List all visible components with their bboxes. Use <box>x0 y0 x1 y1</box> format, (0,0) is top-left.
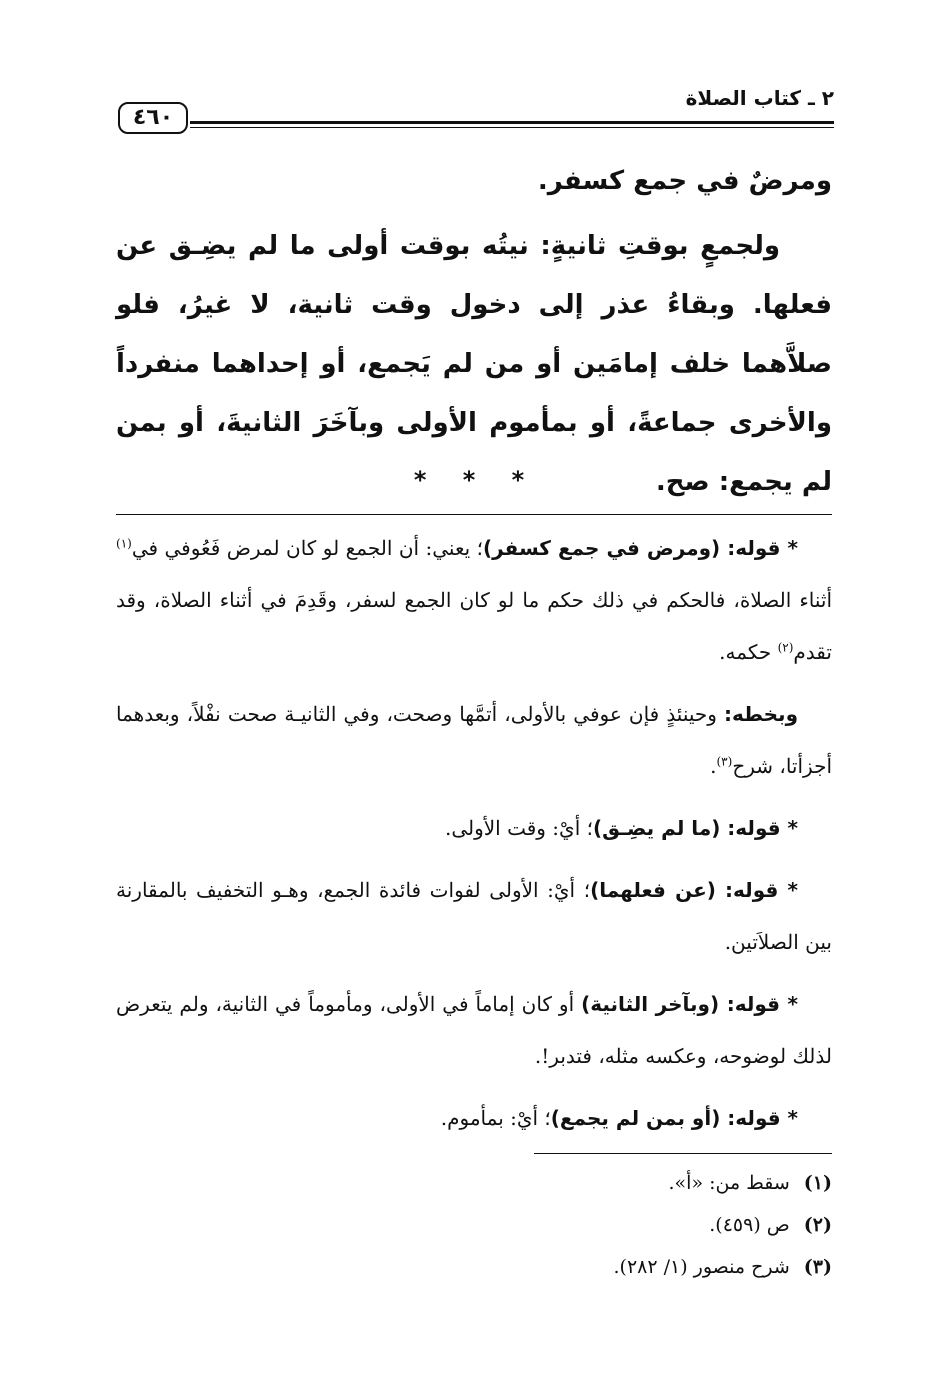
commentary-divider <box>116 514 832 515</box>
commentary-text: ؛ يعني: أن الجمع لو كان لمرض فَعُوفي في <box>131 536 483 560</box>
footnote-3 <box>116 1246 832 1288</box>
commentary-text: ؛ أيْ: بمأموم. <box>440 1106 551 1130</box>
footnote-number: (٣) <box>803 1256 832 1278</box>
commentary-text: ؛ أيْ: الأولى لفوات فائدة الجمع، وهـو التخفيف بالمقارنة بين الصلاَتين. <box>116 878 832 954</box>
commentary-lead: * قوله: (ما لم يضِـق) <box>592 816 798 840</box>
section-separator: * * * <box>413 466 539 494</box>
commentary-paragraph-5 <box>116 978 832 1082</box>
footnotes-divider <box>534 1153 832 1154</box>
commentary-paragraph-6 <box>116 1092 832 1144</box>
commentary <box>116 522 832 1144</box>
commentary-text: حكمه. <box>719 640 778 664</box>
header-rule <box>190 121 834 124</box>
footnotes <box>116 1162 832 1288</box>
chapter-title: ٢ ـ كتاب الصلاة <box>685 86 834 110</box>
footnote-number: (٢) <box>803 1214 832 1236</box>
footnote-1 <box>116 1162 832 1204</box>
commentary-paragraph-4 <box>116 864 832 968</box>
page-number: ٤٦٠ <box>118 102 188 134</box>
commentary-lead: * قوله: (ومرض في جمع كسفر) <box>482 536 798 560</box>
header-rule-thin <box>190 127 834 128</box>
commentary-text: أو كان إماماً في الأولى، ومأموماً في الثانية، ولم يتعرض لذلك لوضوحه، وعكسه مثله، فتدبر!. <box>116 992 832 1068</box>
commentary-lead: * قوله: (وبآخر الثانية) <box>581 992 798 1016</box>
commentary-paragraph-1 <box>116 522 832 678</box>
commentary-paragraph-2 <box>116 688 832 792</box>
commentary-text: . <box>710 754 717 778</box>
footnote-text: ص (٤٥٩). <box>709 1214 790 1236</box>
main-paragraph-2: ولجمعٍ بوقتِ ثانيةٍ: نيتُه بوقت أولى ما لم يضِـق عن فعلها. وبقاءُ عذر إلى دخول وقت ثانية، لا غيرُ، فلو صلاَّهما خلف إمامَين أو من لم يَجمع، أو إحداهما منفرداً والأخرى جماعةً، أو بمأموم الأولى وبآخَرَ الثانيةَ، أو بمن لم يجمع: صح. <box>116 231 832 497</box>
main-text <box>116 152 832 512</box>
commentary-lead: * قوله: (عن فعلهما) <box>590 878 798 902</box>
main-paragraph-1: ومرضٌ في جمع كسفر. <box>537 166 832 196</box>
footnote-ref: (٢) <box>777 640 794 655</box>
footnote-ref: (١) <box>116 536 132 551</box>
footnote-text: سقط من: «أ». <box>668 1172 790 1194</box>
footnote-text: شرح منصور (١/ ٢٨٢). <box>613 1256 790 1278</box>
footnote-ref: (٣) <box>716 754 733 769</box>
commentary-text: ؛ أيْ: وقت الأولى. <box>444 816 593 840</box>
footnote-2 <box>116 1204 832 1246</box>
footnote-number: (١) <box>803 1172 832 1194</box>
commentary-text: أثناء الصلاة، فالحكم في ذلك حكم ما لو كان الجمع لسفر، وقَدِمَ في أثناء الصلاة، وقد تقدم <box>116 588 832 664</box>
page-header <box>118 84 834 136</box>
commentary-lead: * قوله: (أو بمن لم يجمع) <box>550 1106 798 1130</box>
commentary-paragraph-3 <box>116 802 832 854</box>
commentary-text: وحينئذٍ فإن عوفي بالأولى، أتمَّها وصحت، وفي الثانيـة صحت نفْلاً، وبعدهما أجزأتا، شرح <box>116 702 832 778</box>
commentary-lead: وبخطه: <box>724 702 798 726</box>
